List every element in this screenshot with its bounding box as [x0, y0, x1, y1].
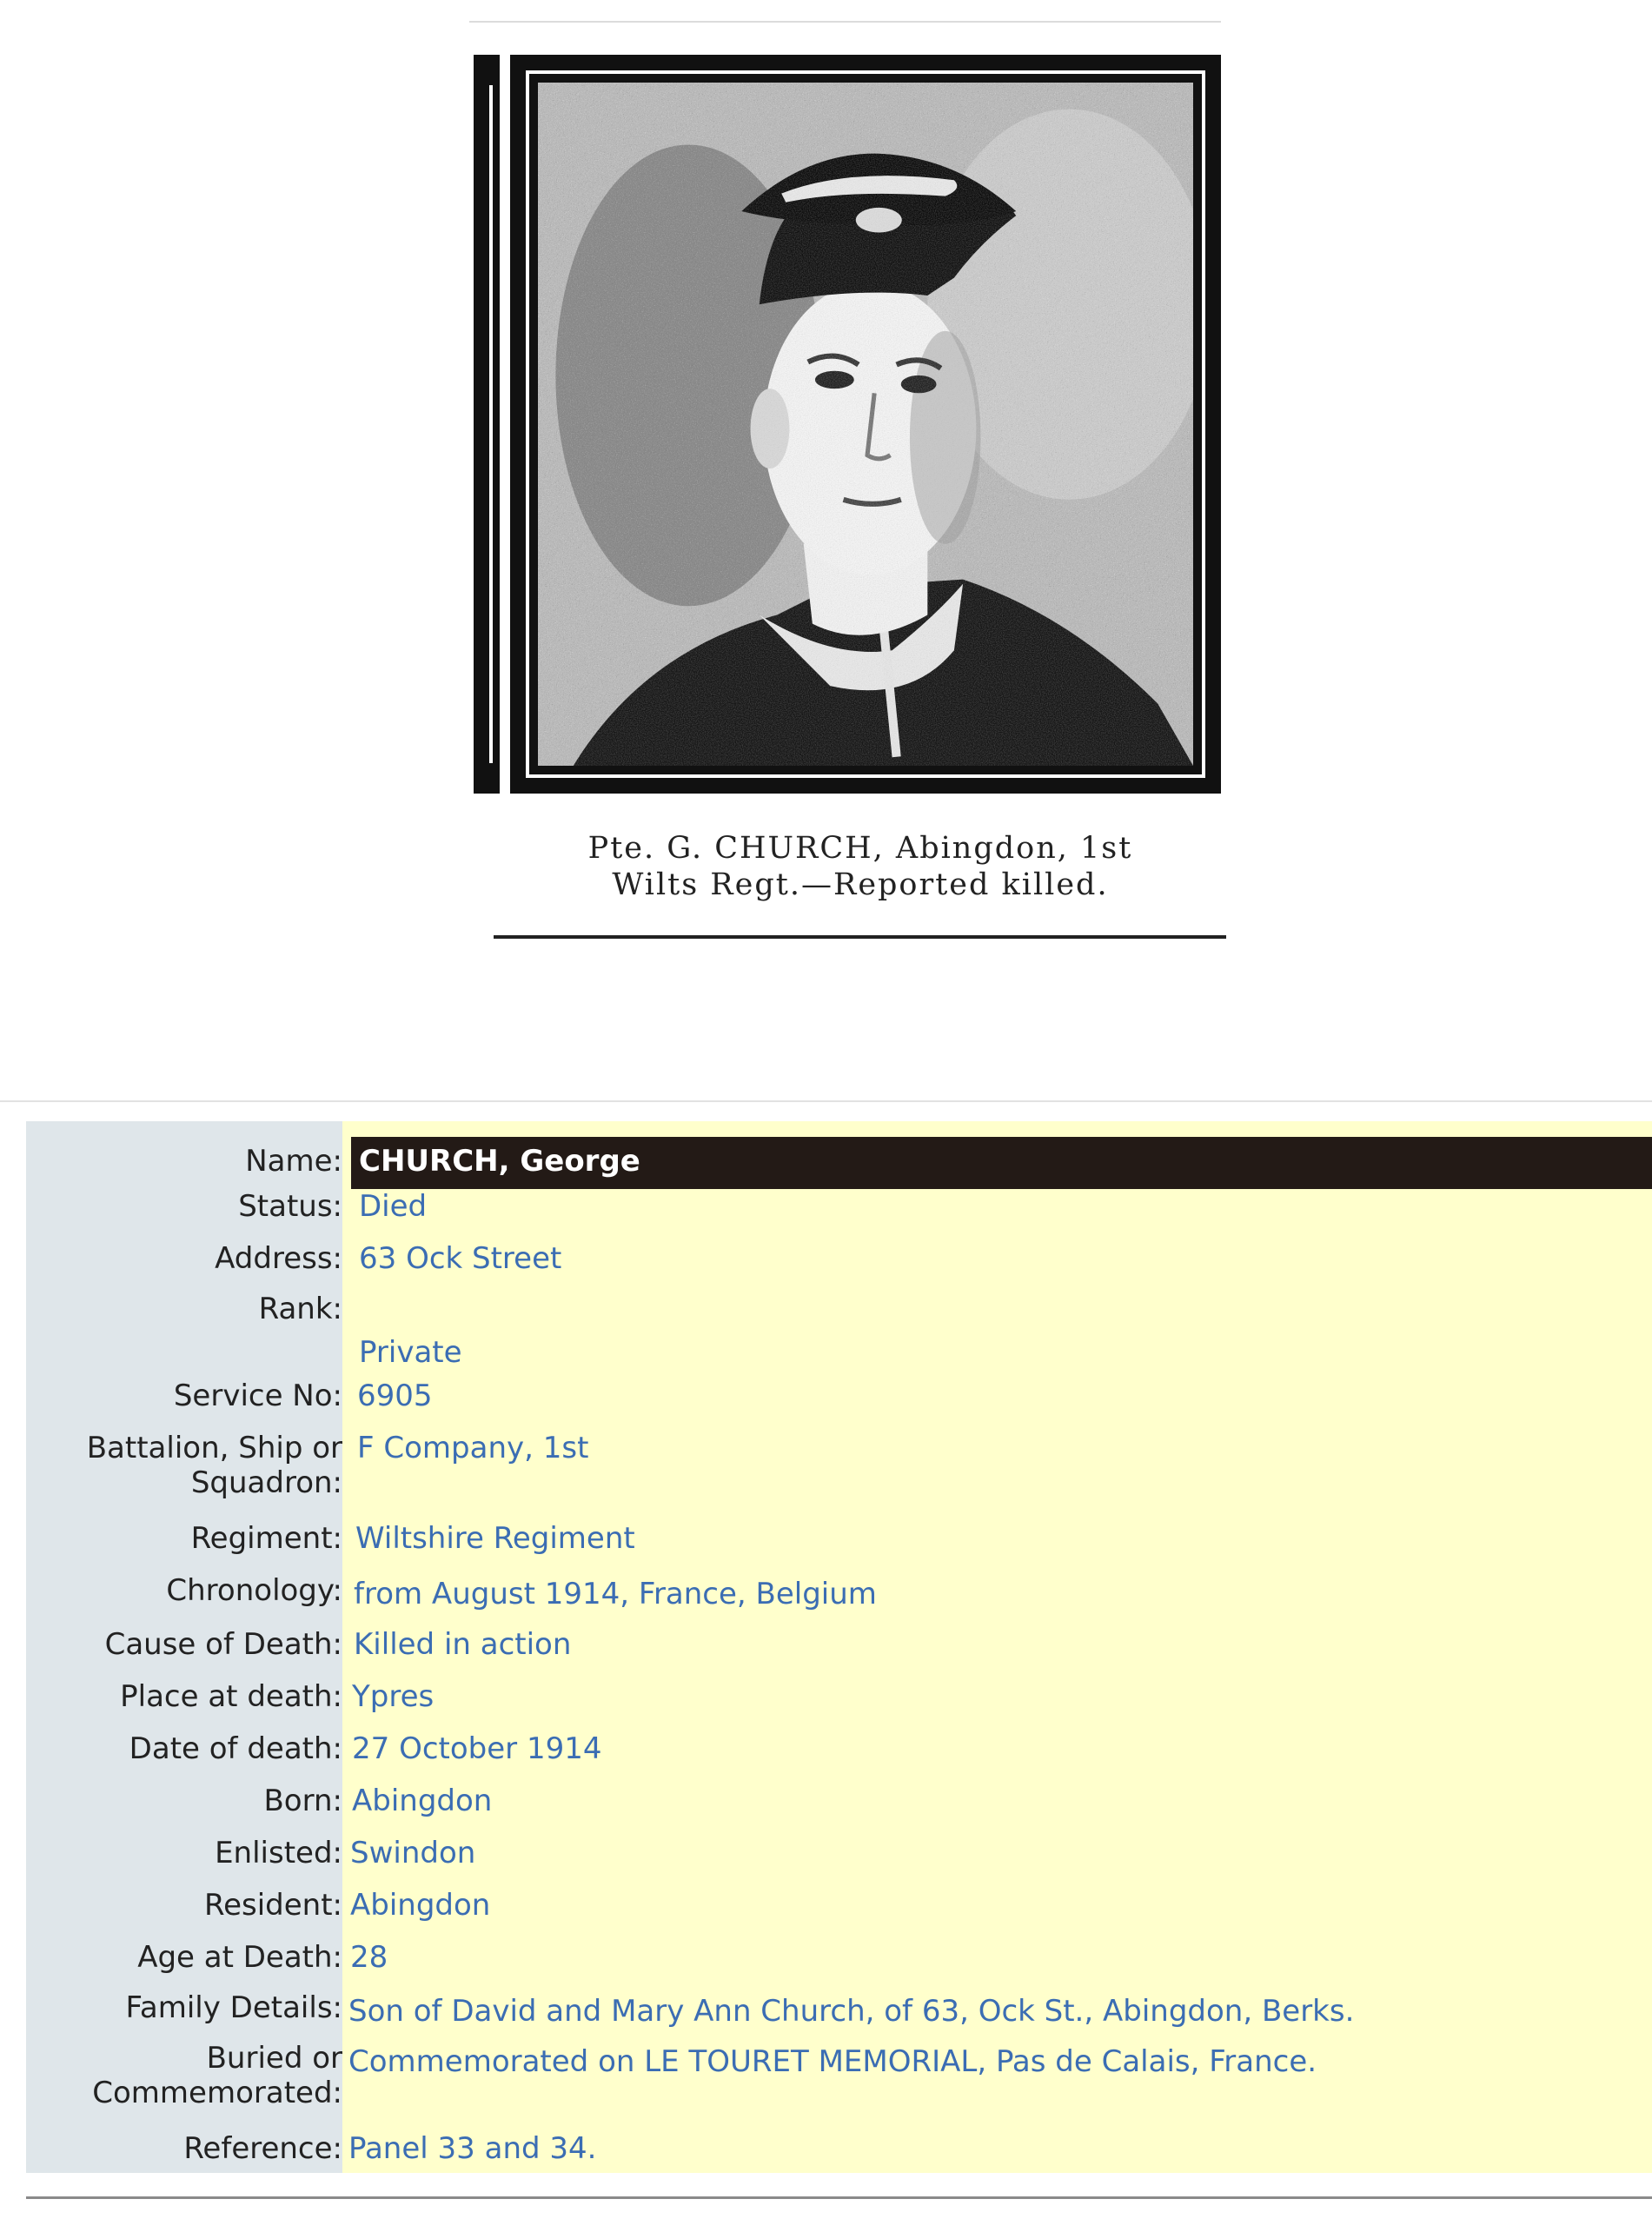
- value-name: CHURCH, George: [359, 1144, 640, 1179]
- value-cause-of-death: Killed in action: [354, 1627, 572, 1662]
- portrait-photo-frame: [474, 55, 1221, 794]
- value-born: Abingdon: [352, 1784, 493, 1818]
- value-reference: Panel 33 and 34.: [348, 2131, 597, 2166]
- label-buried-line-2: Commemorated:: [92, 2076, 342, 2110]
- label-enlisted: Enlisted:: [215, 1836, 342, 1870]
- label-address: Address:: [215, 1241, 342, 1276]
- photo-caption: [487, 830, 1234, 903]
- value-age-at-death: 28: [350, 1940, 388, 1975]
- value-place-at-death: Ypres: [352, 1679, 435, 1714]
- value-address: 63 Ock Street: [359, 1241, 562, 1276]
- value-regiment: Wiltshire Regiment: [355, 1521, 635, 1556]
- caption-line-2: Wilts Regt.—Reported killed.: [612, 867, 1109, 902]
- label-buried-line-1: Buried or: [206, 2041, 342, 2076]
- bottom-divider: [26, 2196, 1652, 2199]
- label-buried: [26, 2041, 342, 2110]
- label-born: Born:: [263, 1784, 342, 1818]
- label-age-at-death: Age at Death:: [137, 1940, 342, 1975]
- value-battalion: F Company, 1st: [357, 1431, 589, 1465]
- frame-side-bar: [474, 55, 500, 794]
- label-name: Name:: [245, 1144, 342, 1179]
- value-status: Died: [359, 1189, 428, 1224]
- label-rank: Rank:: [258, 1292, 342, 1326]
- label-place-at-death: Place at death:: [120, 1679, 342, 1714]
- frame-inner-border: [526, 70, 1205, 778]
- label-battalion-line-1: Battalion, Ship or: [86, 1431, 342, 1465]
- soldier-portrait-photo: [538, 83, 1193, 766]
- value-enlisted: Swindon: [350, 1836, 476, 1870]
- label-date-of-death: Date of death:: [129, 1731, 342, 1766]
- value-date-of-death: 27 October 1914: [352, 1731, 602, 1766]
- label-battalion: [26, 1431, 342, 1500]
- label-battalion-line-2: Squadron:: [190, 1465, 342, 1500]
- caption-underline: [494, 935, 1226, 939]
- value-service-no: 6905: [357, 1379, 433, 1413]
- label-regiment: Regiment:: [190, 1521, 342, 1556]
- label-service-no: Service No:: [173, 1379, 342, 1413]
- value-rank: Private: [359, 1335, 462, 1370]
- section-divider: [0, 1100, 1652, 1102]
- value-chronology: from August 1914, France, Belgium: [354, 1577, 877, 1611]
- value-resident: Abingdon: [350, 1888, 491, 1923]
- value-family-details: Son of David and Mary Ann Church, of 63, Ock St., Abingdon, Berks.: [348, 1994, 1355, 2029]
- label-reference: Reference:: [183, 2131, 342, 2166]
- label-chronology: Chronology:: [166, 1573, 342, 1608]
- label-family-details: Family Details:: [125, 1990, 342, 2025]
- label-status: Status:: [238, 1189, 342, 1224]
- clipping-top-rule: [469, 21, 1221, 23]
- label-cause-of-death: Cause of Death:: [104, 1627, 342, 1662]
- label-resident: Resident:: [203, 1888, 342, 1923]
- caption-line-1: Pte. G. CHURCH, Abingdon, 1st: [587, 831, 1133, 866]
- frame-border: [510, 55, 1221, 794]
- value-buried: Commemorated on LE TOURET MEMORIAL, Pas de Calais, France.: [348, 2044, 1317, 2079]
- portrait-illustration: [538, 83, 1193, 766]
- soldier-record-table: [26, 1121, 1652, 2173]
